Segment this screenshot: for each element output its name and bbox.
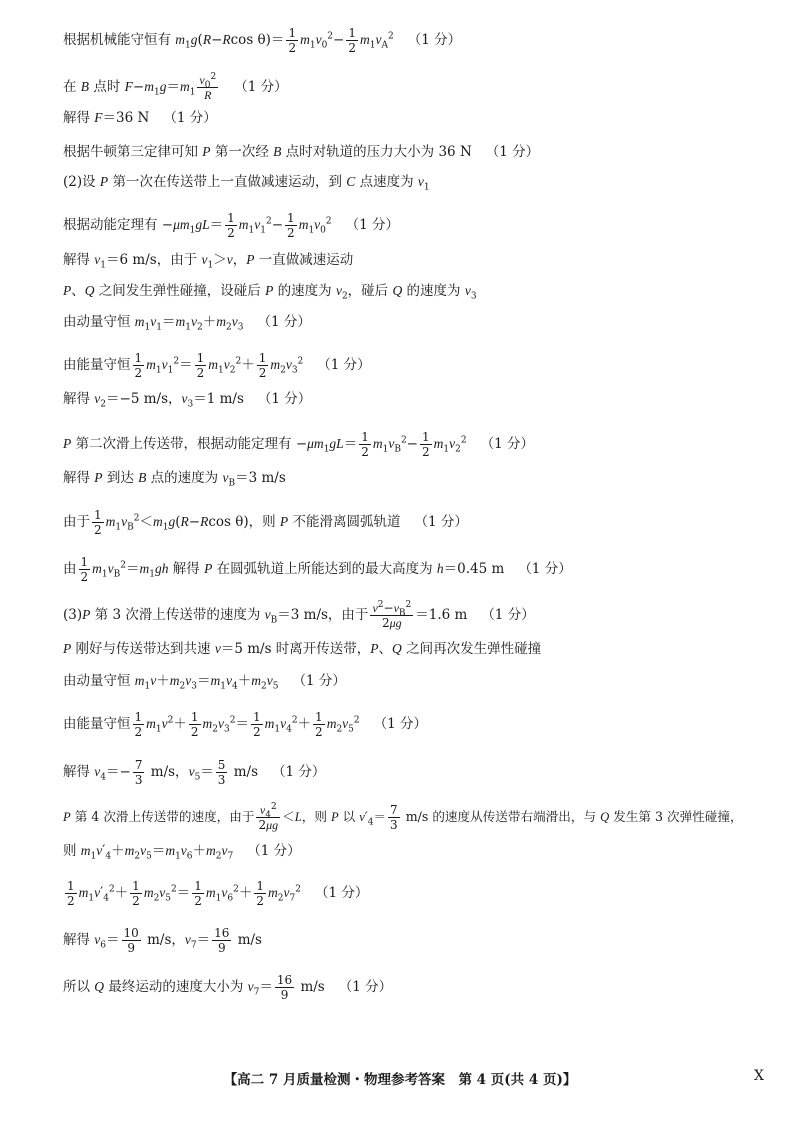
line-11: 解得 $v_2=-5$ m/s，$v_3=1$ m/s （1 分）: [63, 391, 312, 410]
score: （1 分）: [163, 110, 217, 126]
line-6: 根据动能定理有 $-\mu m_1gL=$ $\frac{1}{2}$ $m_1v_1^2-$ $\frac{1}{2}$ $m_1v_0^2$ （1 分）: [63, 211, 400, 240]
line-2: 在 B 点时 $F-m_1g=m_1$ $\frac{v_0^2}{R}$ （1 分）: [63, 72, 288, 102]
line-7: 解得 $v_1=6$ m/s，由于 $v_1>v$，P 一直做减速运动: [63, 252, 354, 271]
score: （1 分）: [314, 885, 369, 901]
line-18: 由动量守恒 $m_1v+m_2v_3=m_1v_4+m_2v_5$ （1 分）: [63, 673, 346, 692]
corner-mark: X: [754, 1068, 764, 1084]
line-1: 根据机械能守恒有 $m_1g(R-Rcos$ θ)＝ $\frac{1}{2}$ $m_1v_0^2-$ $\frac{1}{2}$ $m_1v_A^2$ （1 分）: [63, 26, 462, 55]
line-16: (3)P 第 3 次滑上传送带的速度为 $v_B=3$ m/s，由于 $\frac{v^2-v_B^2}{2\mu g}$ ＝1.6 m （1 分）: [63, 600, 535, 630]
score: （1 分）: [338, 979, 393, 995]
score: （1 分）: [407, 32, 462, 48]
line-3: 解得 F＝36 N （1 分）: [63, 110, 217, 126]
score: （1 分）: [257, 314, 311, 330]
line-25: 所以 Q 最终运动的速度大小为 $v_7=$ $\frac{16}{9}$ m/s （1 分）: [63, 973, 393, 1002]
score: （1 分）: [234, 79, 288, 95]
score: （1 分）: [292, 673, 346, 689]
score: （1 分）: [345, 217, 400, 233]
score: （1 分）: [485, 144, 540, 160]
line-12: P 第二次滑上传送带，根据动能定理有 $-\mu m_1gL=$ $\frac{1}{2}$ $m_1v_B^2-$ $\frac{1}{2}$ $m_1v_2^2$ （1 分）: [63, 430, 534, 459]
line-5: (2)设 P 第一次在传送带上一直做减速运动，到 C 点速度为 $v_1$: [63, 174, 430, 193]
line-20: 解得 $v_4=-$ $\frac{7}{3}$ m/s，$v_5=$ $\frac{5}{3}$ m/s （1 分）: [63, 758, 326, 787]
score: （1 分）: [317, 357, 371, 373]
line-13: 解得 P 到达 B 点的速度为 $v_B=3$ m/s: [63, 470, 286, 489]
score: （1 分）: [247, 843, 301, 859]
line-24: 解得 $v_6=$ $\frac{10}{9}$ m/s，$v_7=$ $\frac{16}{9}$ m/s: [63, 926, 262, 955]
score: （1 分）: [257, 391, 312, 407]
score: （1 分）: [481, 607, 535, 623]
line-21: P 第 4 次滑上传送带的速度，由于 $\frac{v_4^2}{2\mu g}$ ＜L，则 P 以 $v'_4=$ $\frac{7}{3}$ m/s 的速度从传送带右端滑出，与 Q 发生第 3 次弹性碰撞，: [63, 802, 743, 832]
line-22: 则 $m_1v'_4+m_2v_5=m_1v_6+m_2v_7$ （1 分）: [63, 843, 301, 862]
line-17: P 刚好与传送带达到共速 v＝5 m/s 时离开传送带，P、Q 之间再次发生弹性碰撞: [63, 641, 542, 657]
line-8: P、Q 之间发生弹性碰撞，设碰后 P 的速度为 $v_2$，碰后 Q 的速度为 $v_3$: [63, 283, 477, 302]
page-footer: 【高二 7 月质量检测・物理参考答案 第 4 页(共 4 页)】: [223, 1072, 577, 1088]
line-15: 由 $\frac{1}{2}$ $m_1v_B^2=m_1gh$ 解得 P 在圆弧轨道上所能达到的最大高度为 h＝0.45 m （1 分）: [63, 555, 572, 584]
score: （1 分）: [480, 436, 534, 452]
line-23: $\frac{1}{2}$ $m_1v'_4^2+$ $\frac{1}{2}$ $m_2v_5^2=$ $\frac{1}{2}$ $m_1v_6^2+$ $\frac{1}{2}$ $m_2v_7^2$ （1 分）: [67, 879, 369, 908]
line-4: 根据牛顿第三定律可知 P 第一次经 B 点时对轨道的压力大小为 36 N （1 分）: [63, 144, 540, 160]
line-19: 由能量守恒 $\frac{1}{2}$ $m_1v^2+$ $\frac{1}{2}$ $m_2v_3^2=$ $\frac{1}{2}$ $m_1v_4^2+$ $\frac{1}{2}$ $m_2v_5^2$ （1 分）: [63, 710, 428, 739]
line-10: 由能量守恒 $\frac{1}{2}$ $m_1v_1^2=$ $\frac{1}{2}$ $m_1v_2^2+$ $\frac{1}{2}$ $m_2v_3^2$ （1 分）: [63, 351, 371, 380]
score: （1 分）: [518, 561, 572, 577]
score: （1 分）: [272, 764, 326, 780]
score: （1 分）: [414, 514, 468, 530]
score: （1 分）: [373, 716, 428, 732]
line-14: 由于 $\frac{1}{2}$ $m_1v_B^2<m_1g(R-Rcos$ θ)，则 P 不能滑离圆弧轨道 （1 分）: [63, 508, 468, 537]
line-9: 由动量守恒 $m_1v_1=m_1v_2+m_2v_3$ （1 分）: [63, 314, 311, 333]
